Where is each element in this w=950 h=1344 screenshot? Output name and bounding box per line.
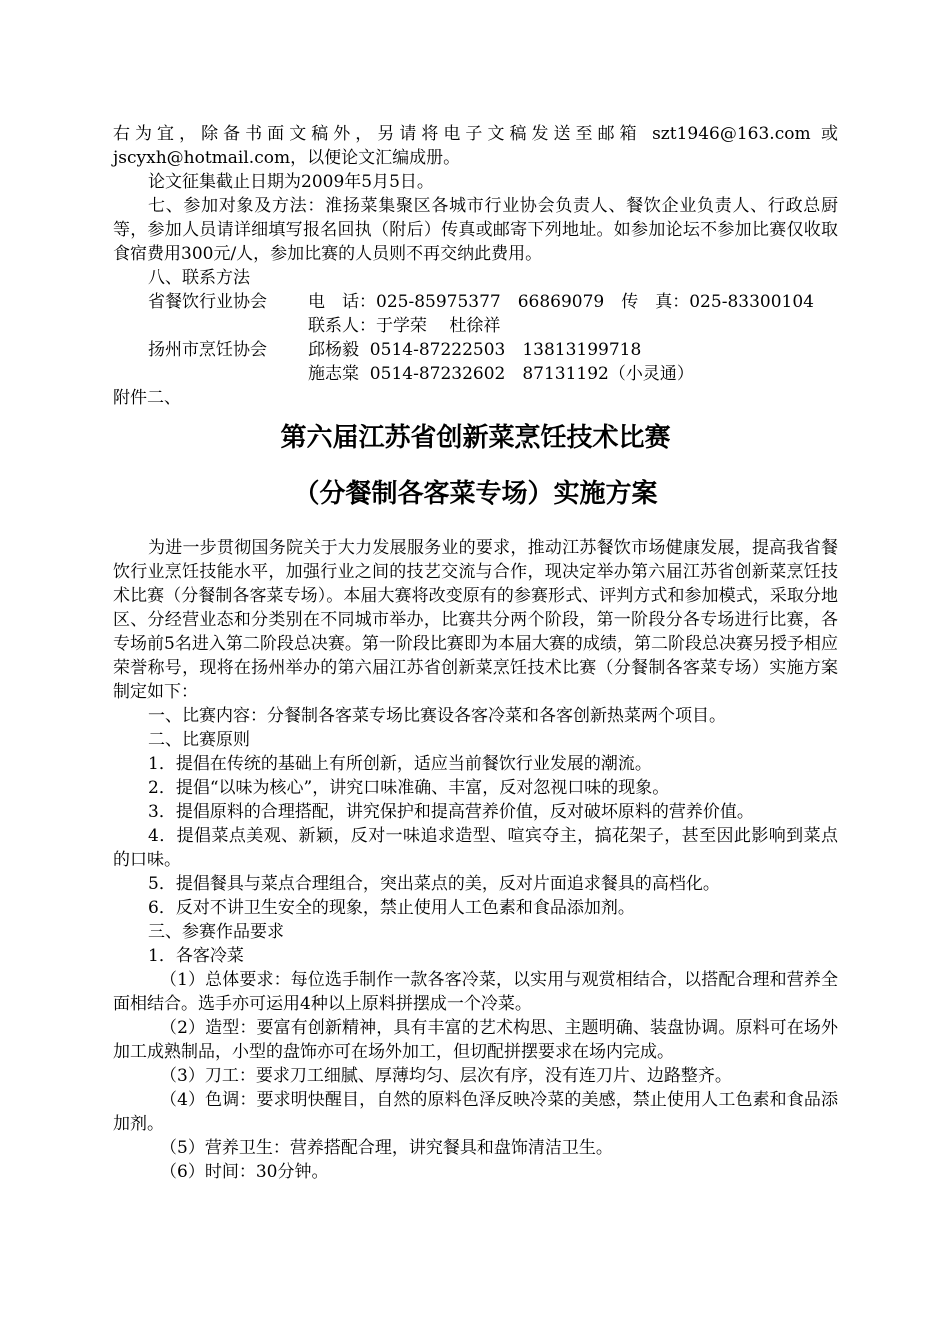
requirement-item: （3）刀工：要求刀工细腻、厚薄均匀、层次有序，没有连刀片、边路整齐。 [160,1066,732,1086]
contact-org: 省餐饮行业协会 [148,292,267,312]
section-heading-1: 一、比赛内容：分餐制各客菜专场比赛设各客冷菜和各客创新热菜两个项目。 [148,706,726,726]
requirement-item: （5）营养卫生：营养搭配合理，讲究餐具和盘饰清洁卫生。 [160,1138,613,1158]
paragraph-continued-line: 右为宜，除备书面文稿外，另请将电子文稿发送至邮箱 szt1946@163.com 或 [113,124,838,144]
document-body [113,122,838,1184]
principle-item: 5．提倡餐具与菜点合理组合，突出菜点的美，反对片面追求餐具的高档化。 [148,874,720,894]
section-heading-2: 二、比赛原则 [148,730,250,750]
contact-detail: 施志棠 0514-87232602 87131192（小灵通） [308,364,694,384]
paragraph-section-8: 八、联系方法 [148,268,250,288]
requirement-item: （2）造型：要富有创新精神，具有丰富的艺术构思、主题明确、装盘协调。原料可在场外加工成熟制品，小型的盘饰亦可在场外加工，但切配拼摆要求在场内完成。 [113,1018,838,1062]
contact-org: 扬州市烹饪协会 [148,340,267,360]
attachment-label: 附件二、 [113,388,181,408]
principle-item: 6．反对不讲卫生安全的现象，禁止使用人工色素和食品添加剂。 [148,898,635,918]
principle-item: 2．提倡“以味为核心”，讲究口味准确、丰富，反对忽视口味的现象。 [148,778,670,798]
paragraph-deadline: 论文征集截止日期为2009年5月5日。 [148,172,434,192]
principle-item: 1．提倡在传统的基础上有所创新，适应当前餐饮行业发展的潮流。 [148,754,652,774]
requirement-item: （4）色调：要求明快醒目，自然的原料色泽反映冷菜的美感，禁止使用人工色素和食品添加剂。 [113,1090,838,1134]
contact-row [113,290,838,314]
contact-detail: 邱杨毅 0514-87222503 13813199718 [308,340,642,360]
contact-row [113,314,838,338]
document-title: 第六届江苏省创新菜烹饪技术比赛 [280,423,671,453]
principle-item: 4．提倡菜点美观、新颖，反对一味追求造型、喧宾夺主，搞花架子，甚至因此影响到菜点的口味。 [113,826,838,870]
contact-row [113,362,838,386]
paragraph-continued-line: jscyxh@hotmail.com，以便论文汇编成册。 [113,148,461,168]
contact-row [113,338,838,362]
paragraph-section-7: 七、参加对象及方法：淮扬菜集聚区各城市行业协会负责人、餐饮企业负责人、行政总厨等，参加人员请详细填写报名回执（附后）传真或邮寄下列地址。如参加论坛不参加比赛仅收取食宿费用300元/人，参加比赛的人员则不再交纳此费用。 [113,196,838,264]
subsection-heading: 1．各客冷菜 [148,946,244,966]
section-heading-3: 三、参赛作品要求 [148,922,284,942]
contact-detail: 电 话：025-85975377 66869079 传 真：025-83300104 [308,292,814,312]
document-subtitle: （分餐制各客菜专场）实施方案 [293,479,658,509]
principle-item: 3．提倡原料的合理搭配，讲究保护和提高营养价值，反对破坏原料的营养价值。 [148,802,754,822]
requirement-item: （1）总体要求：每位选手制作一款各客冷菜，以实用与观赏相结合，以搭配合理和营养全面相结合。选手亦可运用4种以上原料拼摆成一个冷菜。 [113,970,838,1014]
paragraph-intro: 为进一步贯彻国务院关于大力发展服务业的要求，推动江苏餐饮市场健康发展，提高我省餐饮行业烹饪技能水平，加强行业之间的技艺交流与合作，现决定举办第六届江苏省创新菜烹饪技术比赛（分餐制各客菜专场）。本届大赛将改变原有的参赛形式、评判方式和参加模式，采取分地区、分经营业态和分类别在不同城市举办，比赛共分两个阶段，第一阶段分各专场进行比赛，各专场前5名进入第二阶段总决赛。第一阶段比赛即为本届大赛的成绩，第二阶段总决赛另授予相应荣誉称号，现将在扬州举办的第六届江苏省创新菜烹饪技术比赛（分餐制各客菜专场）实施方案制定如下： [113,538,838,702]
requirement-item: （6）时间：30分钟。 [160,1162,329,1182]
contact-detail: 联系人：于学荣 杜徐祥 [308,316,501,336]
